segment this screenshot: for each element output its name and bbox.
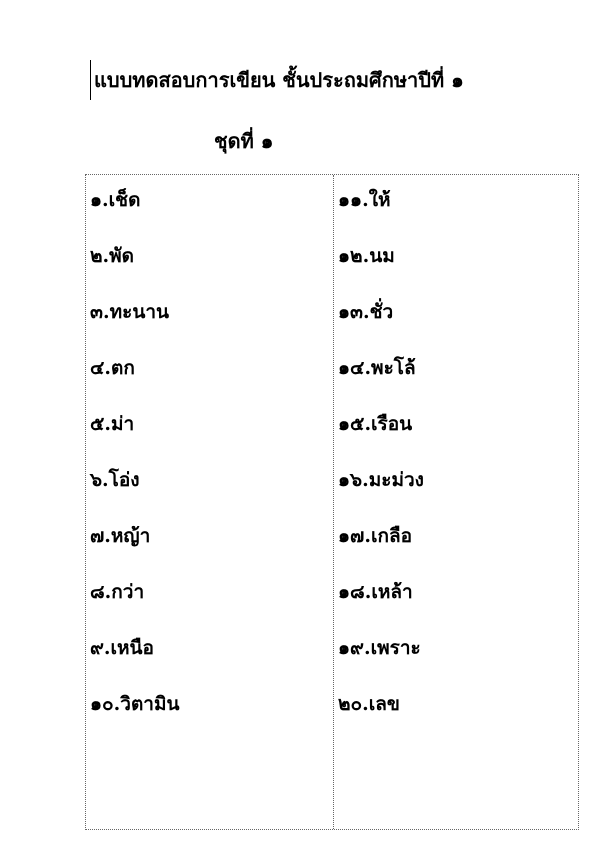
- word-item: ๑๐.วิตามิน: [90, 693, 180, 715]
- left-column: [86, 175, 334, 829]
- word-item: ๓.ทะนาน: [90, 301, 169, 323]
- word-item: ๑๓.ชั่ว: [338, 301, 394, 323]
- text-cursor: [90, 60, 91, 100]
- word-item: ๒๐.เลข: [338, 693, 400, 715]
- document-title: แบบทดสอบการเขียน ชั้นประถมศึกษาปีที่ ๑: [94, 68, 464, 92]
- word-item: ๗.หญ้า: [90, 525, 151, 547]
- word-item: ๑๑.ให้: [338, 189, 391, 211]
- word-item: ๑๔.พะโล้: [338, 357, 416, 379]
- word-item: ๒.พัด: [90, 245, 135, 267]
- word-table: [85, 174, 579, 830]
- word-item: ๖.โอ่ง: [90, 469, 140, 491]
- word-item: ๑๒.นม: [338, 245, 395, 267]
- right-column: [334, 175, 578, 829]
- word-item: ๙.เหนือ: [90, 637, 154, 659]
- word-item: ๑.เช็ด: [90, 189, 141, 211]
- word-item: ๑๙.เพราะ: [338, 637, 421, 659]
- word-item: ๕.ม่า: [90, 413, 135, 435]
- word-item: ๑๖.มะม่วง: [338, 469, 424, 491]
- word-item: ๑๕.เรือน: [338, 413, 413, 435]
- word-item: ๔.ตก: [90, 357, 135, 379]
- word-item: ๑๘.เหล้า: [338, 581, 413, 603]
- document-subtitle: ชุดที่ ๑: [214, 129, 274, 153]
- word-item: ๑๗.เกลือ: [338, 525, 413, 547]
- word-item: ๘.กว่า: [90, 581, 145, 603]
